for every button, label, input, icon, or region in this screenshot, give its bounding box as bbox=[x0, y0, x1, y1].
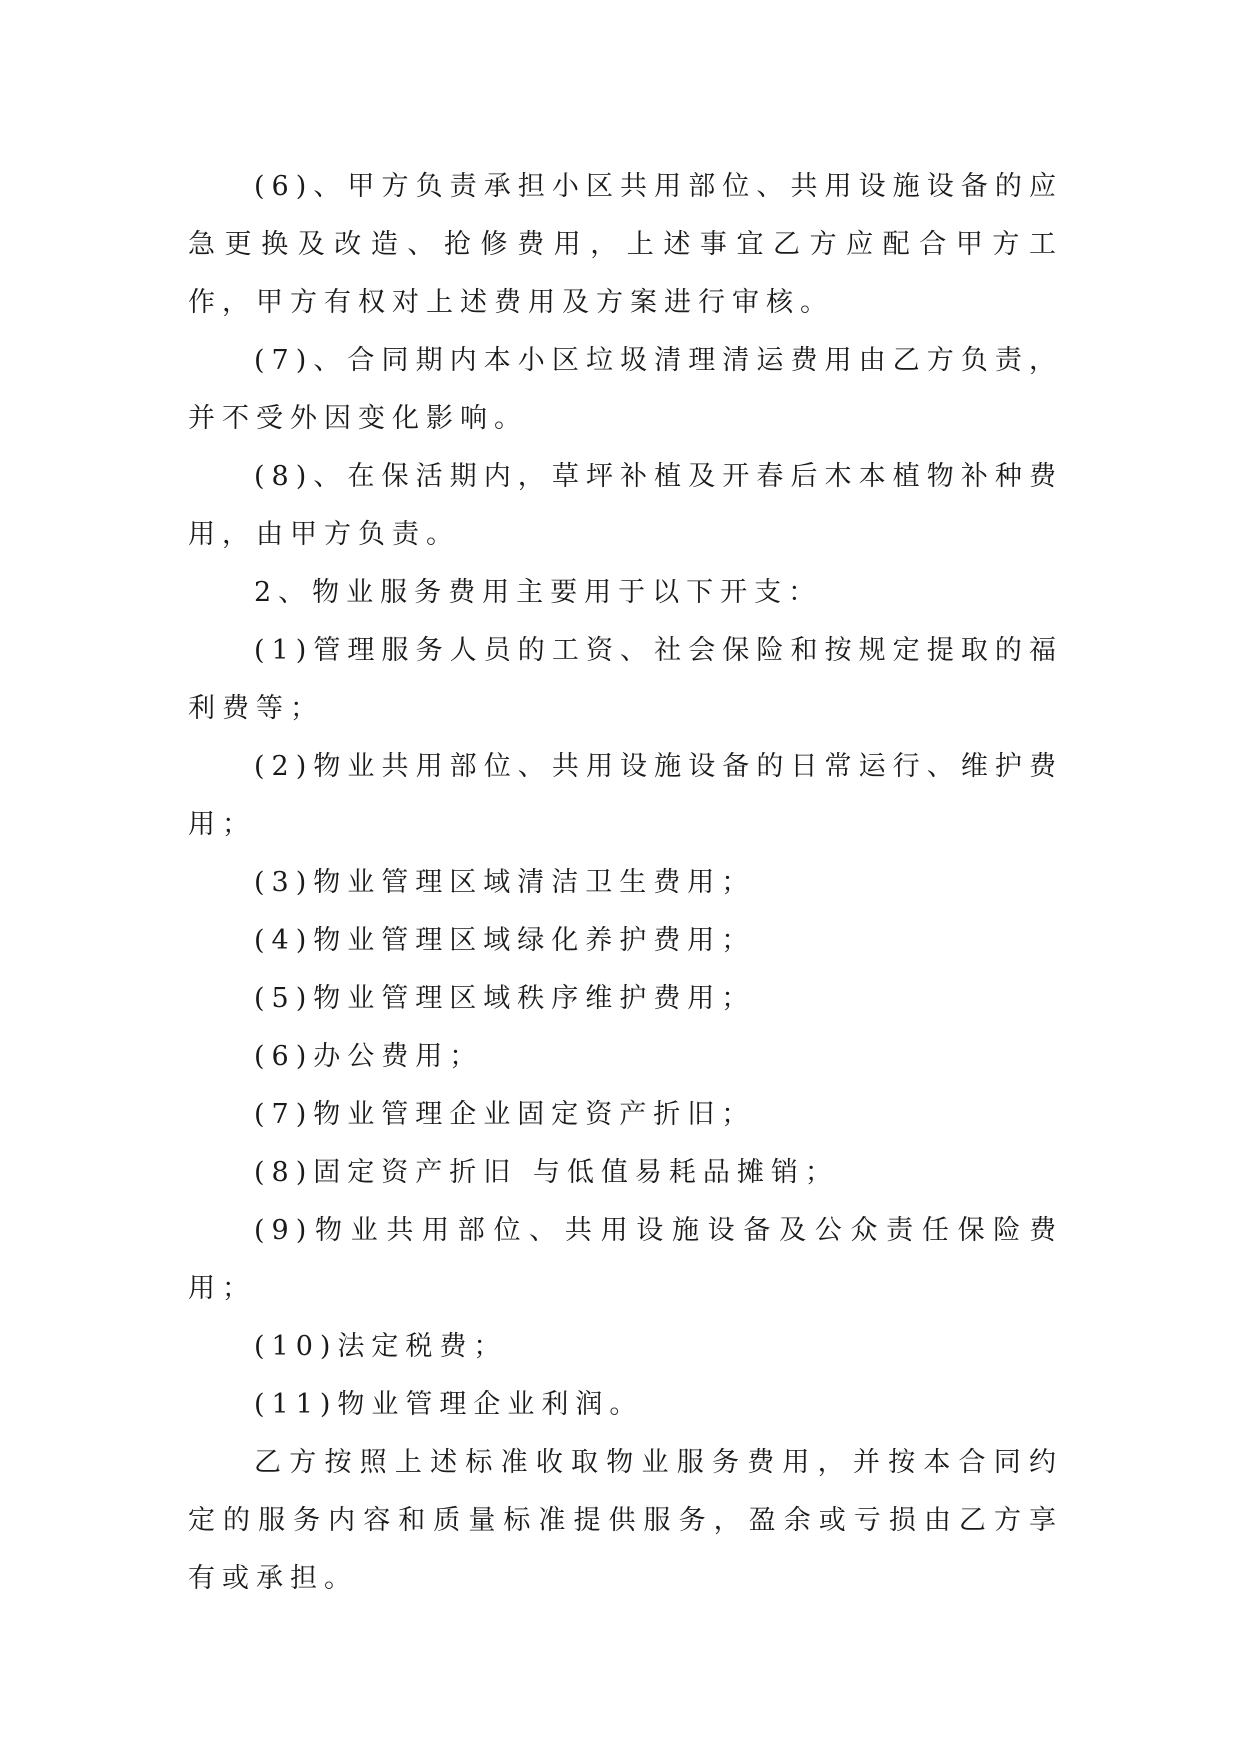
paragraph-clause-8: (8)、在保活期内，草坪补植及开春后木本植物补种费用，由甲方负责。 bbox=[188, 461, 1063, 550]
document-body bbox=[188, 158, 1063, 1608]
paragraph-expense-2: (2)物业共用部位、共用设施设备的日常运行、维护费用； bbox=[188, 751, 1063, 840]
paragraph-expense-5: (5)物业管理区域秩序维护费用； bbox=[254, 983, 756, 1014]
paragraph-expense-8: (8)固定资产折旧 与低值易耗品摊销； bbox=[254, 1157, 839, 1188]
paragraph-expense-3: (3)物业管理区域清洁卫生费用； bbox=[254, 867, 756, 898]
paragraph-clause-6: (6)、甲方负责承担小区共用部位、共用设施设备的应急更换及改造、抢修费用，上述事宜乙方应配合甲方工作，甲方有权对上述费用及方案进行审核。 bbox=[188, 171, 1063, 318]
paragraph-expense-10: (10)法定税费； bbox=[254, 1331, 508, 1362]
paragraph-expense-6: (6)办公费用； bbox=[254, 1041, 484, 1072]
paragraph-expense-7: (7)物业管理企业固定资产折旧； bbox=[254, 1099, 756, 1130]
paragraph-clause-7: (7)、合同期内本小区垃圾清理清运费用由乙方负责，并不受外因变化影响。 bbox=[188, 345, 1063, 434]
paragraph-expense-11: (11)物业管理企业利润。 bbox=[254, 1389, 644, 1420]
paragraph-expense-9: (9)物业共用部位、共用设施设备及公众责任保险费用； bbox=[188, 1215, 1063, 1304]
paragraph-closing: 乙方按照上述标准收取物业服务费用，并按本合同约定的服务内容和质量标准提供服务，盈余或亏损由乙方享有或承担。 bbox=[188, 1447, 1063, 1594]
paragraph-expense-1: (1)管理服务人员的工资、社会保险和按规定提取的福利费等； bbox=[188, 635, 1063, 724]
paragraph-section-2-heading: 2、物业服务费用主要用于以下开支： bbox=[254, 577, 823, 608]
paragraph-expense-4: (4)物业管理区域绿化养护费用； bbox=[254, 925, 756, 956]
